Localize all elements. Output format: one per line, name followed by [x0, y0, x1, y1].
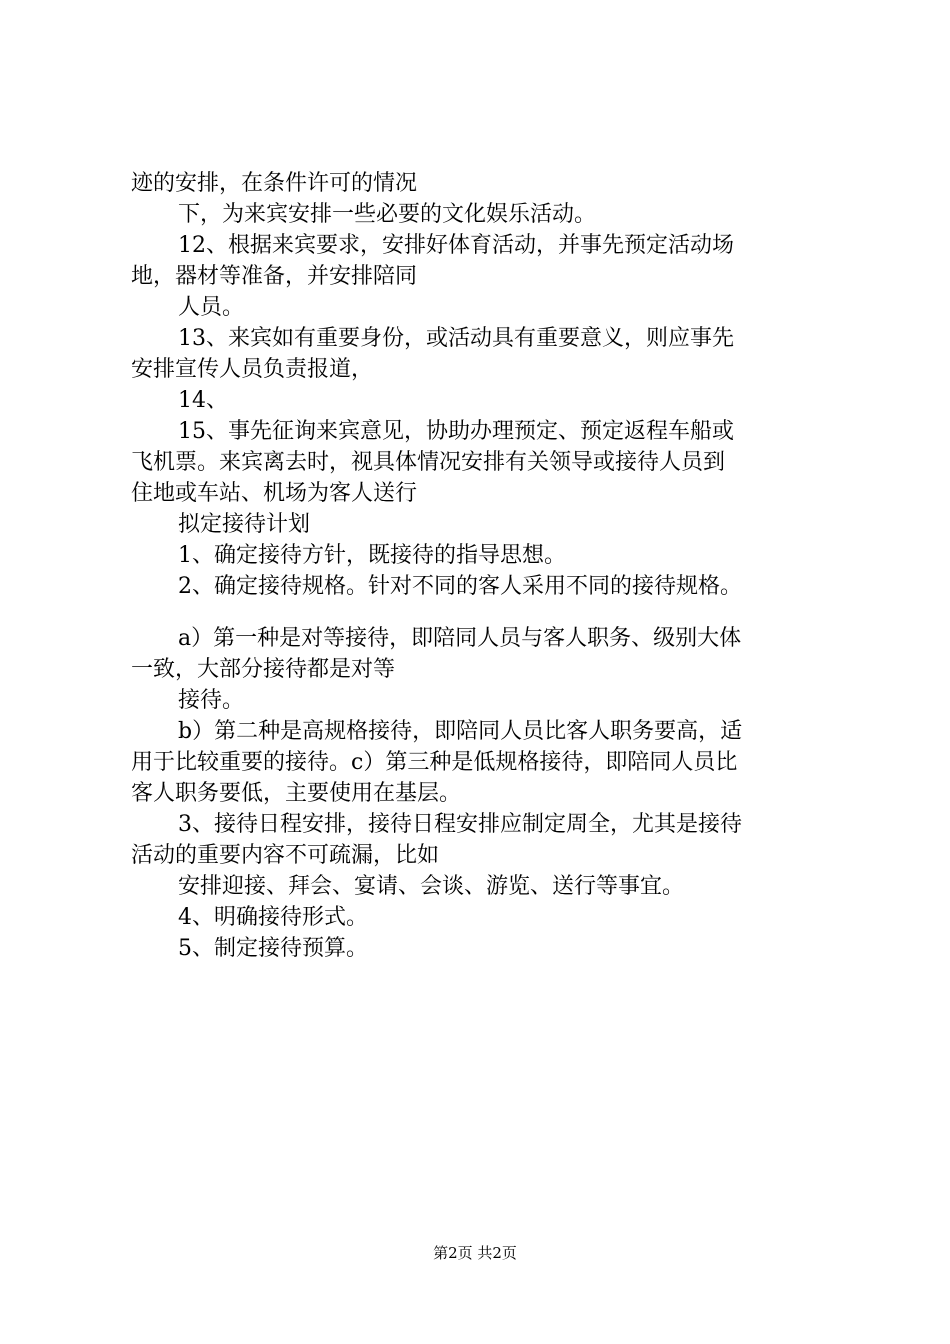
text-line: 3、接待日程安排，接待日程安排应制定周全，尤其是接待 [178, 812, 742, 837]
text-line: 安排宣传人员负责报道， [131, 357, 374, 382]
text-line: 客人职务要低，主要使用在基层。 [131, 781, 462, 806]
text-line: 下，为来宾安排一些必要的文化娱乐活动。 [178, 202, 597, 227]
text-line: 12、根据来宾要求，安排好体育活动，并事先预定活动场 [178, 233, 734, 258]
text-line: 人员。 [178, 295, 245, 320]
section-heading: 拟定接待计划 [178, 512, 311, 537]
text-line: 飞机票。来宾离去时，视具体情况安排有关领导或接待人员到 [131, 450, 726, 475]
text-line: 活动的重要内容不可疏漏，比如 [131, 843, 440, 868]
text-line: 2、确定接待规格。针对不同的客人采用不同的接待规格。 [178, 574, 742, 599]
document-body [131, 168, 831, 964]
text-line: 地，器材等准备，并安排陪同 [131, 264, 418, 289]
text-line: 一致，大部分接待都是对等 [131, 657, 396, 682]
text-line: 住地或车站、机场为客人送行 [131, 481, 418, 506]
text-line: 1、确定接待方针，既接待的指导思想。 [178, 543, 566, 568]
text-line: 5、制定接待预算。 [178, 936, 368, 961]
text-line: b）第二种是高规格接待，即陪同人员比客人职务要高，适 [178, 719, 743, 744]
text-line: 用于比较重要的接待。c）第三种是低规格接待，即陪同人员比 [131, 750, 738, 775]
text-line: 迹的安排，在条件许可的情况 [131, 171, 418, 196]
text-line: 接待。 [178, 688, 245, 713]
text-line: 14、 [178, 388, 228, 413]
page-number-footer: 第2页 共2页 [433, 1244, 517, 1262]
text-line: 4、明确接待形式。 [178, 905, 368, 930]
text-line: 安排迎接、拜会、宴请、会谈、游览、送行等事宜。 [178, 874, 685, 899]
text-line: 15、事先征询来宾意见，协助办理预定、预定返程车船或 [178, 419, 734, 444]
text-line: 13、来宾如有重要身份，或活动具有重要意义，则应事先 [178, 326, 734, 351]
text-line: a）第一种是对等接待，即陪同人员与客人职务、级别大体 [178, 626, 742, 651]
